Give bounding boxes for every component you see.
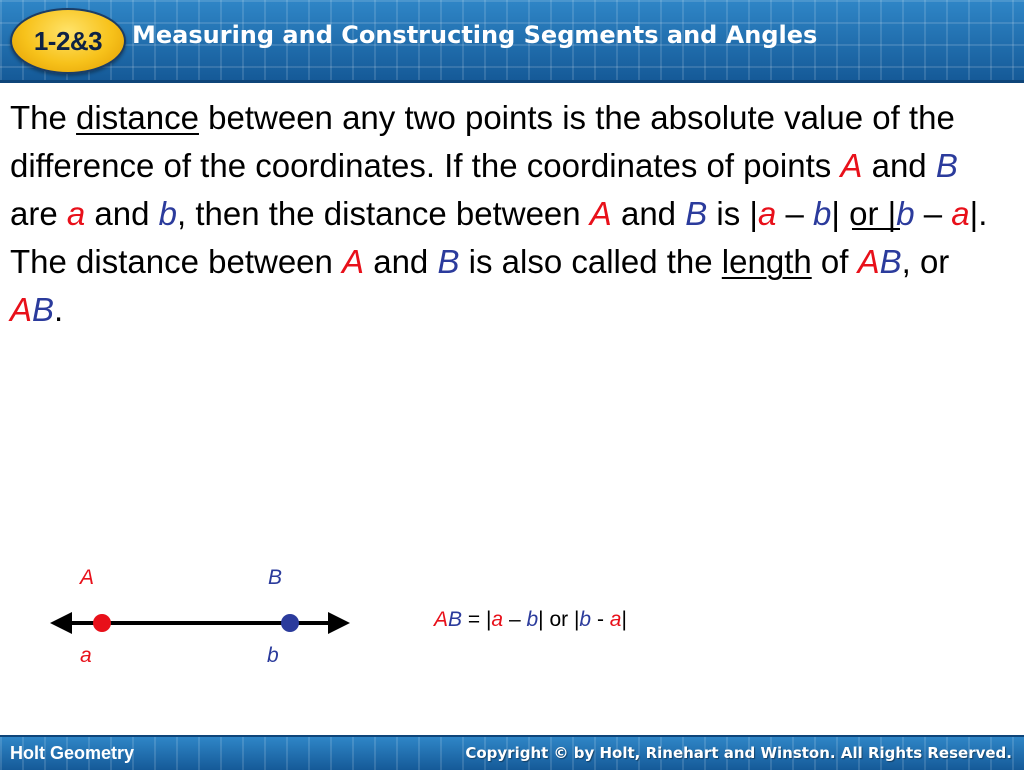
coord-a: a — [757, 195, 777, 232]
point-B-dot — [281, 614, 299, 632]
footer-book-title: Holt Geometry — [10, 743, 135, 763]
point-A: A — [589, 195, 612, 232]
point-A-label: A — [80, 566, 95, 589]
right-arrow-icon — [328, 612, 350, 634]
text: and — [364, 243, 438, 280]
lesson-badge — [10, 8, 126, 74]
point-B: B — [879, 243, 902, 280]
text: The distance between — [10, 243, 343, 280]
text: – — [914, 195, 952, 232]
paragraph-length-definition — [10, 238, 1010, 334]
coord-b: b — [158, 195, 177, 232]
slide-body — [10, 94, 1010, 334]
coord-a-label: a — [80, 644, 92, 667]
text: , then the distance between — [177, 195, 590, 232]
term-distance: distance — [76, 99, 199, 136]
text: - — [591, 608, 610, 631]
coord-b: b — [813, 195, 832, 232]
point-B: B — [448, 608, 463, 631]
text: is | — [707, 195, 758, 232]
text: |. — [969, 195, 988, 232]
text: between any two points is the absolute value of the difference of the coordinates. If the coordinates of points — [10, 99, 955, 184]
slide-footer — [0, 735, 1024, 770]
coord-b-label: b — [267, 644, 279, 667]
slide-title: Measuring and Constructing Segments and Angles — [132, 21, 818, 49]
point-B: B — [32, 291, 55, 328]
text: – — [503, 608, 527, 631]
segment-AB — [858, 238, 902, 286]
coord-b: b — [896, 195, 915, 232]
text: , or — [901, 243, 950, 280]
text: are — [10, 195, 67, 232]
coord-a: a — [609, 608, 622, 631]
left-arrow-icon — [50, 612, 72, 634]
text: . — [54, 291, 64, 328]
point-A: A — [10, 291, 33, 328]
text: of — [811, 243, 858, 280]
point-B: B — [437, 243, 460, 280]
coord-a: a — [491, 608, 504, 631]
text: – — [776, 195, 814, 232]
text: | or | — [831, 195, 897, 232]
text: and — [862, 147, 936, 184]
text: is also called the — [459, 243, 722, 280]
point-A: A — [840, 147, 863, 184]
slide-header — [0, 0, 1024, 83]
distance-formula — [434, 608, 627, 632]
point-B: B — [685, 195, 708, 232]
text: and — [85, 195, 159, 232]
lesson-number: 1-2&3 — [33, 25, 103, 56]
coord-a: a — [66, 195, 86, 232]
point-A: A — [342, 243, 365, 280]
text: = | — [462, 608, 492, 631]
coord-b: b — [526, 608, 539, 631]
text: The — [10, 99, 77, 136]
point-B-label: B — [268, 566, 283, 589]
text: | — [621, 608, 627, 631]
point-A: A — [434, 608, 449, 631]
coord-b: b — [579, 608, 592, 631]
text: | or | — [538, 608, 580, 631]
paragraph-distance-definition — [10, 94, 1010, 238]
point-A: A — [857, 243, 880, 280]
footer-copyright: Copyright © by Holt, Rinehart and Winston. All Rights Reserved. — [465, 744, 1012, 762]
term-length: length — [721, 243, 812, 280]
text: and — [611, 195, 686, 232]
point-B: B — [935, 147, 958, 184]
point-A-dot — [93, 614, 111, 632]
coord-a: a — [951, 195, 970, 232]
